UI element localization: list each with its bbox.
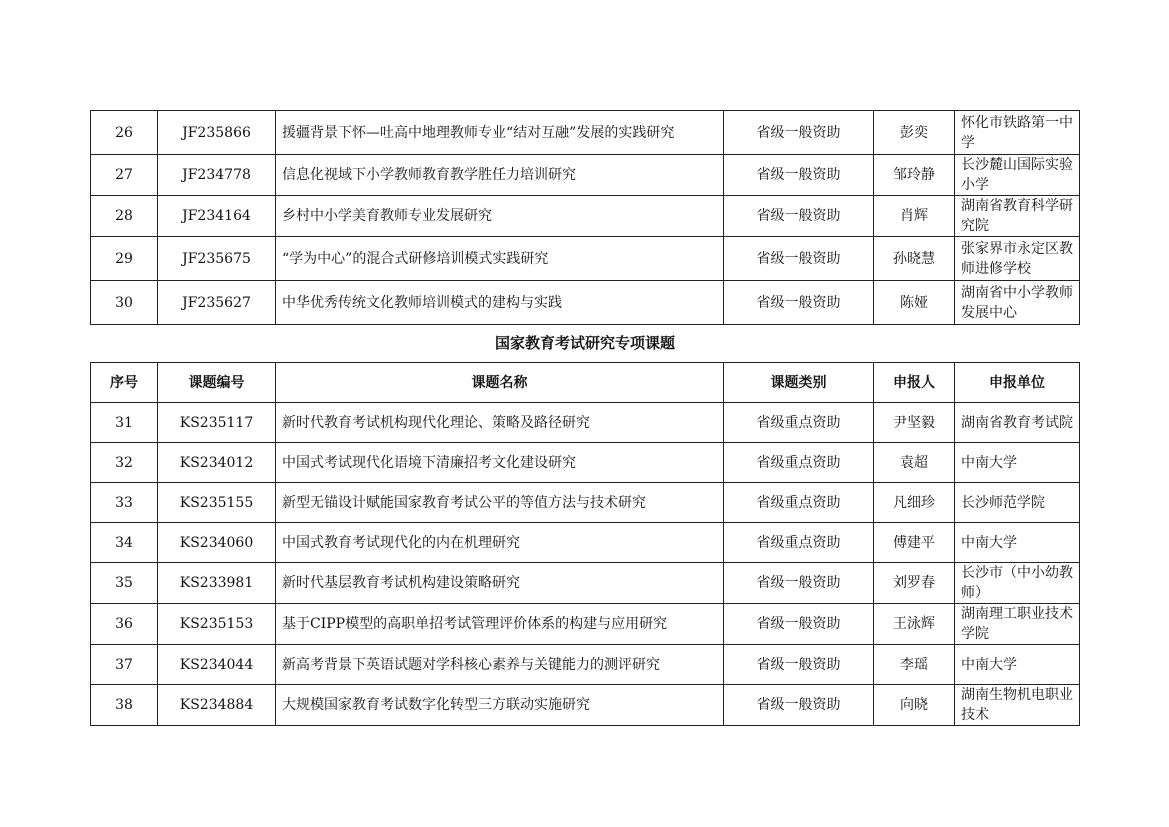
row-title: 大规模国家教育考试数字化转型三方联动实施研究	[276, 685, 724, 726]
table-row	[91, 685, 1080, 726]
table-row	[91, 523, 1080, 563]
row-code: JF235675	[158, 237, 276, 281]
table-row	[91, 155, 1080, 196]
row-person: 肖辉	[874, 196, 955, 237]
table-row	[91, 483, 1080, 523]
row-seq: 38	[91, 685, 158, 726]
row-title: 新时代教育考试机构现代化理论、策略及路径研究	[276, 403, 724, 443]
row-code: KS235153	[158, 604, 276, 645]
row-unit: 长沙师范学院	[955, 483, 1080, 523]
row-code: KS234044	[158, 645, 276, 685]
exam-research-table	[90, 362, 1080, 726]
row-code: KS233981	[158, 563, 276, 604]
header-code: 课题编号	[158, 363, 276, 403]
row-unit: 湖南省教育考试院	[955, 403, 1080, 443]
row-code: KS234884	[158, 685, 276, 726]
row-seq: 30	[91, 281, 158, 325]
row-code: JF235627	[158, 281, 276, 325]
row-person: 尹坚毅	[874, 403, 955, 443]
row-title: “学为中心”的混合式研修培训模式实践研究	[276, 237, 724, 281]
row-code: JF234778	[158, 155, 276, 196]
table-row	[91, 645, 1080, 685]
row-title: 信息化视域下小学教师教育教学胜任力培训研究	[276, 155, 724, 196]
row-unit: 长沙市（中小幼教师）	[955, 563, 1080, 604]
row-title: 乡村中小学美育教师专业发展研究	[276, 196, 724, 237]
row-title: 新高考背景下英语试题对学科核心素养与关键能力的测评研究	[276, 645, 724, 685]
table-row	[91, 281, 1080, 325]
row-person: 刘罗春	[874, 563, 955, 604]
row-seq: 32	[91, 443, 158, 483]
row-unit: 怀化市铁路第一中学	[955, 111, 1080, 155]
row-person: 袁超	[874, 443, 955, 483]
row-person: 李瑶	[874, 645, 955, 685]
row-type: 省级一般资助	[724, 685, 874, 726]
row-code: KS235155	[158, 483, 276, 523]
header-title: 课题名称	[276, 363, 724, 403]
row-person: 陈娅	[874, 281, 955, 325]
row-title: 新型无锚设计赋能国家教育考试公平的等值方法与技术研究	[276, 483, 724, 523]
row-type: 省级一般资助	[724, 645, 874, 685]
table-row	[91, 237, 1080, 281]
row-person: 孙晓慧	[874, 237, 955, 281]
row-seq: 28	[91, 196, 158, 237]
row-seq: 33	[91, 483, 158, 523]
row-title: 中国式教育考试现代化的内在机理研究	[276, 523, 724, 563]
row-type: 省级一般资助	[724, 111, 874, 155]
row-person: 向晓	[874, 685, 955, 726]
row-unit: 长沙麓山国际实验小学	[955, 155, 1080, 196]
row-person: 邹玲静	[874, 155, 955, 196]
row-code: JF234164	[158, 196, 276, 237]
row-unit: 湖南省教育科学研究院	[955, 196, 1080, 237]
table-row	[91, 196, 1080, 237]
row-type: 省级一般资助	[724, 196, 874, 237]
section-title: 国家教育考试研究专项课题	[494, 334, 675, 352]
row-seq: 29	[91, 237, 158, 281]
row-type: 省级重点资助	[724, 403, 874, 443]
table-row	[91, 563, 1080, 604]
row-type: 省级重点资助	[724, 483, 874, 523]
project-table-continued	[90, 110, 1080, 325]
row-title: 中华优秀传统文化教师培训模式的建构与实践	[276, 281, 724, 325]
table-row	[91, 443, 1080, 483]
header-person: 申报人	[874, 363, 955, 403]
row-seq: 34	[91, 523, 158, 563]
row-seq: 31	[91, 403, 158, 443]
row-person: 王泳辉	[874, 604, 955, 645]
row-code: KS235117	[158, 403, 276, 443]
row-unit: 张家界市永定区教师进修学校	[955, 237, 1080, 281]
row-type: 省级一般资助	[724, 237, 874, 281]
table-header-row	[91, 363, 1080, 403]
row-type: 省级重点资助	[724, 443, 874, 483]
row-seq: 37	[91, 645, 158, 685]
table-row	[91, 111, 1080, 155]
row-unit: 湖南生物机电职业技术	[955, 685, 1080, 726]
header-unit: 申报单位	[955, 363, 1080, 403]
row-type: 省级一般资助	[724, 281, 874, 325]
row-title: 中国式考试现代化语境下清廉招考文化建设研究	[276, 443, 724, 483]
row-type: 省级重点资助	[724, 523, 874, 563]
row-title: 新时代基层教育考试机构建设策略研究	[276, 563, 724, 604]
row-title: 援疆背景下怀—吐高中地理教师专业“结对互融”发展的实践研究	[276, 111, 724, 155]
row-seq: 26	[91, 111, 158, 155]
row-type: 省级一般资助	[724, 155, 874, 196]
row-person: 凡细珍	[874, 483, 955, 523]
table-row	[91, 604, 1080, 645]
row-unit: 中南大学	[955, 645, 1080, 685]
row-unit: 湖南省中小学教师发展中心	[955, 281, 1080, 325]
row-code: KS234012	[158, 443, 276, 483]
table-row	[91, 403, 1080, 443]
row-seq: 35	[91, 563, 158, 604]
row-code: KS234060	[158, 523, 276, 563]
row-person: 傅建平	[874, 523, 955, 563]
row-type: 省级一般资助	[724, 604, 874, 645]
row-type: 省级一般资助	[724, 563, 874, 604]
header-seq: 序号	[91, 363, 158, 403]
row-seq: 27	[91, 155, 158, 196]
row-unit: 湖南理工职业技术学院	[955, 604, 1080, 645]
header-type: 课题类别	[724, 363, 874, 403]
row-unit: 中南大学	[955, 443, 1080, 483]
row-code: JF235866	[158, 111, 276, 155]
row-unit: 中南大学	[955, 523, 1080, 563]
row-title: 基于CIPP模型的高职单招考试管理评价体系的构建与应用研究	[276, 604, 724, 645]
row-seq: 36	[91, 604, 158, 645]
row-person: 彭奕	[874, 111, 955, 155]
